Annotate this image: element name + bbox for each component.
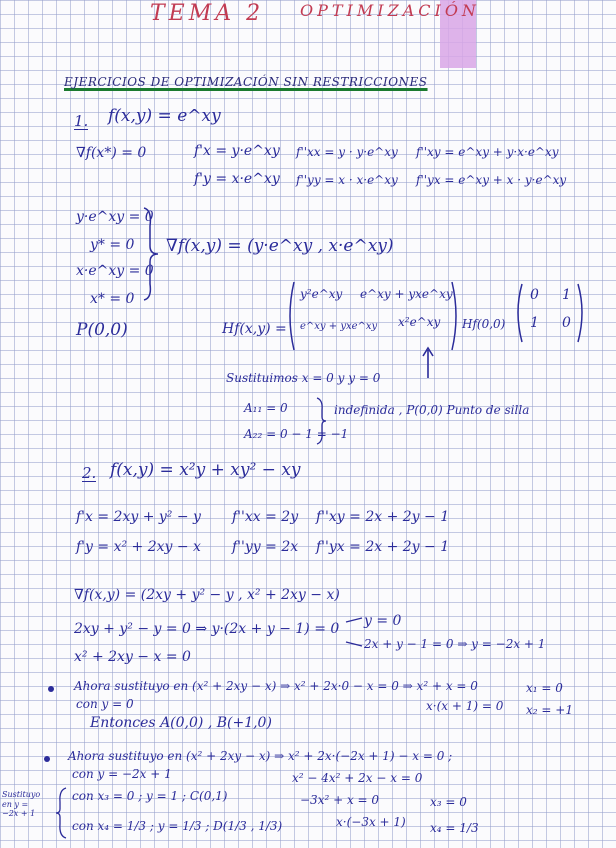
step-1-root-2: x₂ = +1: [526, 703, 573, 717]
hessian-at-22: 0: [562, 315, 571, 331]
exercise-2-function: f(x,y) = x²y + xy² − xy: [110, 460, 301, 480]
minor-a11: A₁₁ = 0: [244, 401, 288, 415]
hessian-at-brackets: [514, 282, 586, 344]
ex2-eq1: 2xy + y² − y = 0 ⇒ y·(2x + y − 1) = 0: [74, 621, 340, 637]
ex2-gradient: ∇f(x,y) = (2xy + y² − y , x² + 2xy − x): [74, 587, 340, 603]
step-2-line-4: x·(−3x + 1): [336, 815, 406, 829]
system-eq-1: y·e^xy = 0: [76, 209, 154, 225]
case-a: y = 0: [364, 613, 402, 629]
ex2-partial-fy: f'y = x² + 2xy − x: [76, 539, 201, 555]
hessian-at-21: 1: [530, 315, 539, 331]
hessian-at-11: 0: [530, 287, 539, 303]
arrow-up-icon: [420, 346, 436, 380]
step-2-root-4: x₄ = 1/3: [430, 821, 479, 835]
step-1-factored: x·(x + 1) = 0: [426, 699, 504, 713]
ex2-partial-fxy: f''xy = 2x + 2y − 1: [316, 509, 450, 525]
margin-note: Sustituyo en y = −2x + 1: [2, 790, 41, 819]
critical-point-p: P(0,0): [76, 320, 128, 340]
ex2-eq2: x² + 2xy − x = 0: [74, 649, 191, 665]
exercise-1-function: f(x,y) = e^xy: [108, 106, 221, 126]
point-d: con x₄ = 1/3 ; y = 1/3 ; D(1/3 , 1/3): [72, 819, 283, 833]
step-1-points: Entonces A(0,0) , B(+1,0): [90, 715, 272, 731]
partial-fyy: f''yy = x · x·e^xy: [296, 173, 398, 187]
ex2-partial-fyy: f''yy = 2x: [232, 539, 299, 555]
step-2-line-3: −3x² + x = 0: [300, 793, 380, 807]
classification-conclusion: indefinida , P(0,0) Punto de silla: [334, 403, 530, 417]
title-subject: OPTIMIZACIÓN: [300, 1, 480, 20]
step-2-condition: con y = −2x + 1: [72, 767, 172, 781]
substitute-note: Sustituimos x = 0 y y = 0: [226, 371, 381, 385]
hessian-21: e^xy + yxe^xy: [300, 321, 378, 332]
bullet-step-2: [44, 756, 50, 762]
system-brace: [140, 206, 160, 302]
exercise-2-number: 2.: [82, 464, 97, 482]
minor-a22: A₂₂ = 0 − 1 = −1: [244, 427, 349, 441]
system-eq-2: y* = 0: [90, 237, 135, 253]
ex2-partial-fyx: f''yx = 2x + 2y − 1: [316, 539, 450, 555]
bullet-step-1: [48, 686, 54, 692]
system-eq-3: x·e^xy = 0: [76, 263, 154, 279]
ex2-partial-fx: f'x = 2xy + y² − y: [76, 509, 201, 525]
partial-fy: f'y = x·e^xy: [194, 171, 280, 187]
case-b: 2x + y − 1 = 0 ⇒ y = −2x + 1: [364, 637, 546, 651]
partial-fxy: f''xy = e^xy + y·x·e^xy: [416, 145, 559, 159]
step-2-line-2: x² − 4x² + 2x − x = 0: [292, 771, 423, 785]
partial-fyx: f''yx = e^xy + x · y·e^xy: [416, 173, 567, 187]
step-2-text: Ahora sustituyo en (x² + 2xy − x) ⇒ x² + 2x·(−2x + 1) − x = 0 ;: [68, 749, 453, 763]
hessian-at-12: 1: [562, 287, 571, 303]
system-eq-4: x* = 0: [90, 291, 135, 307]
hessian-at-label: Hf(0,0): [462, 317, 506, 331]
step-1-text: Ahora sustituyo en (x² + 2xy − x) ⇒ x² + 2x·0 − x = 0 ⇒ x² + x = 0: [74, 679, 478, 693]
partial-fxx: f''xx = y · y·e^xy: [296, 145, 398, 159]
partial-fx: f'x = y·e^xy: [194, 143, 280, 159]
step-1-condition: con y = 0: [76, 697, 134, 711]
section-heading: EJERCICIOS DE OPTIMIZACIÓN SIN RESTRICCIONES: [64, 75, 428, 89]
point-c: con x₃ = 0 ; y = 1 ; C(0,1): [72, 789, 228, 803]
stationary-condition: ∇f(x*) = 0: [76, 145, 147, 161]
title-topic: TEMA 2: [150, 1, 265, 26]
hessian-22: x²e^xy: [398, 315, 441, 329]
step-2-root-3: x₃ = 0: [430, 795, 467, 809]
ex2-partial-fxx: f''xx = 2y: [232, 509, 299, 525]
points-brace: [54, 786, 68, 840]
minor-brace: [314, 396, 328, 446]
hessian-11: y²e^xy: [300, 287, 343, 301]
exercise-1-number: 1.: [74, 112, 89, 130]
gradient-ex1: ∇f(x,y) = (y·e^xy , x·e^xy): [166, 236, 394, 256]
split-arrows: [344, 612, 364, 652]
hessian-12: e^xy + yxe^xy: [360, 287, 453, 301]
hessian-label: Hf(x,y) =: [222, 321, 287, 337]
step-1-root-1: x₁ = 0: [526, 681, 563, 695]
